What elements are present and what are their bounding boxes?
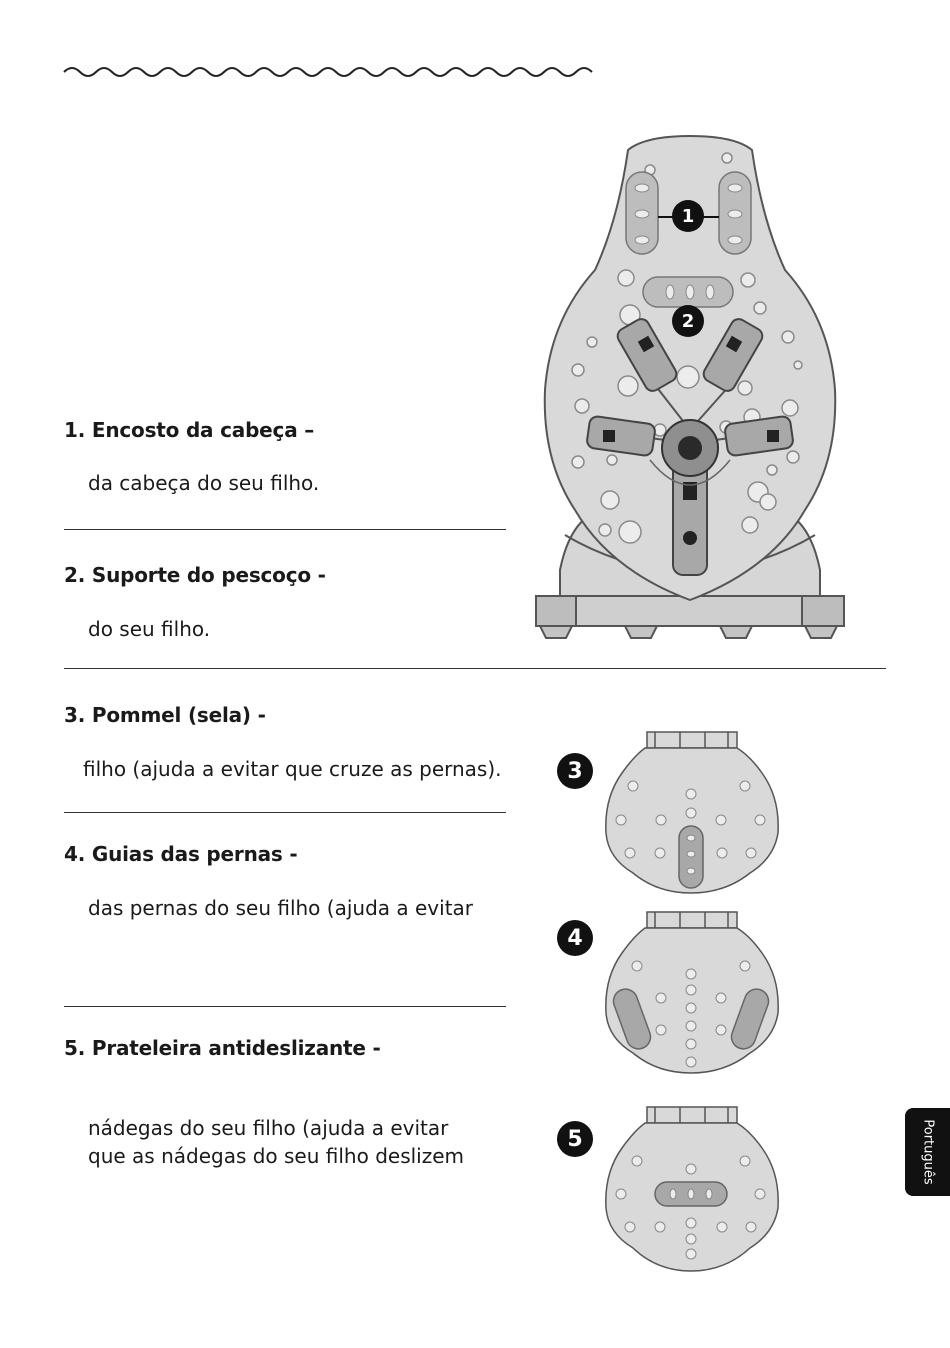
item-3-description: filho (ajuda a evitar que cruze as pernas). <box>83 757 502 781</box>
callout-badge-5: 5 <box>557 1121 593 1157</box>
item-2-description: do seu filho. <box>88 617 211 641</box>
seat-leg-guides-illustration <box>600 908 782 1076</box>
divider <box>64 1006 506 1007</box>
divider <box>64 529 506 530</box>
item-5-heading: 5. Prateleira antideslizante - <box>64 1036 381 1060</box>
language-tab[interactable] <box>905 1108 950 1196</box>
seat-anti-slip-shelf-illustration <box>600 1103 782 1273</box>
item-4-description: das pernas do seu filho (ajuda a evitar <box>88 896 474 920</box>
item-3-heading: 3. Pommel (sela) - <box>64 703 266 727</box>
callout-badge-2: 2 <box>672 305 704 337</box>
callout-badge-1: 1 <box>672 200 704 232</box>
item-1-description: da cabeça do seu filho. <box>88 471 320 495</box>
decorative-wave-line <box>62 62 594 82</box>
item-5-description-line-1: nádegas do seu filho (ajuda a evitar <box>88 1116 449 1140</box>
callout-badge-4: 4 <box>557 920 593 956</box>
language-tab-label: Português <box>920 1119 935 1185</box>
item-4-heading: 4. Guias das pernas - <box>64 842 298 866</box>
item-2-heading: 2. Suporte do pescoço - <box>64 563 326 587</box>
seat-pommel-illustration <box>600 728 782 896</box>
item-5-description-line-2: que as nádegas do seu filho deslizem <box>88 1144 465 1168</box>
divider <box>64 812 506 813</box>
item-1-heading: 1. Encosto da cabeça – <box>64 418 315 442</box>
callout-badge-3: 3 <box>557 753 593 789</box>
divider <box>64 668 886 669</box>
